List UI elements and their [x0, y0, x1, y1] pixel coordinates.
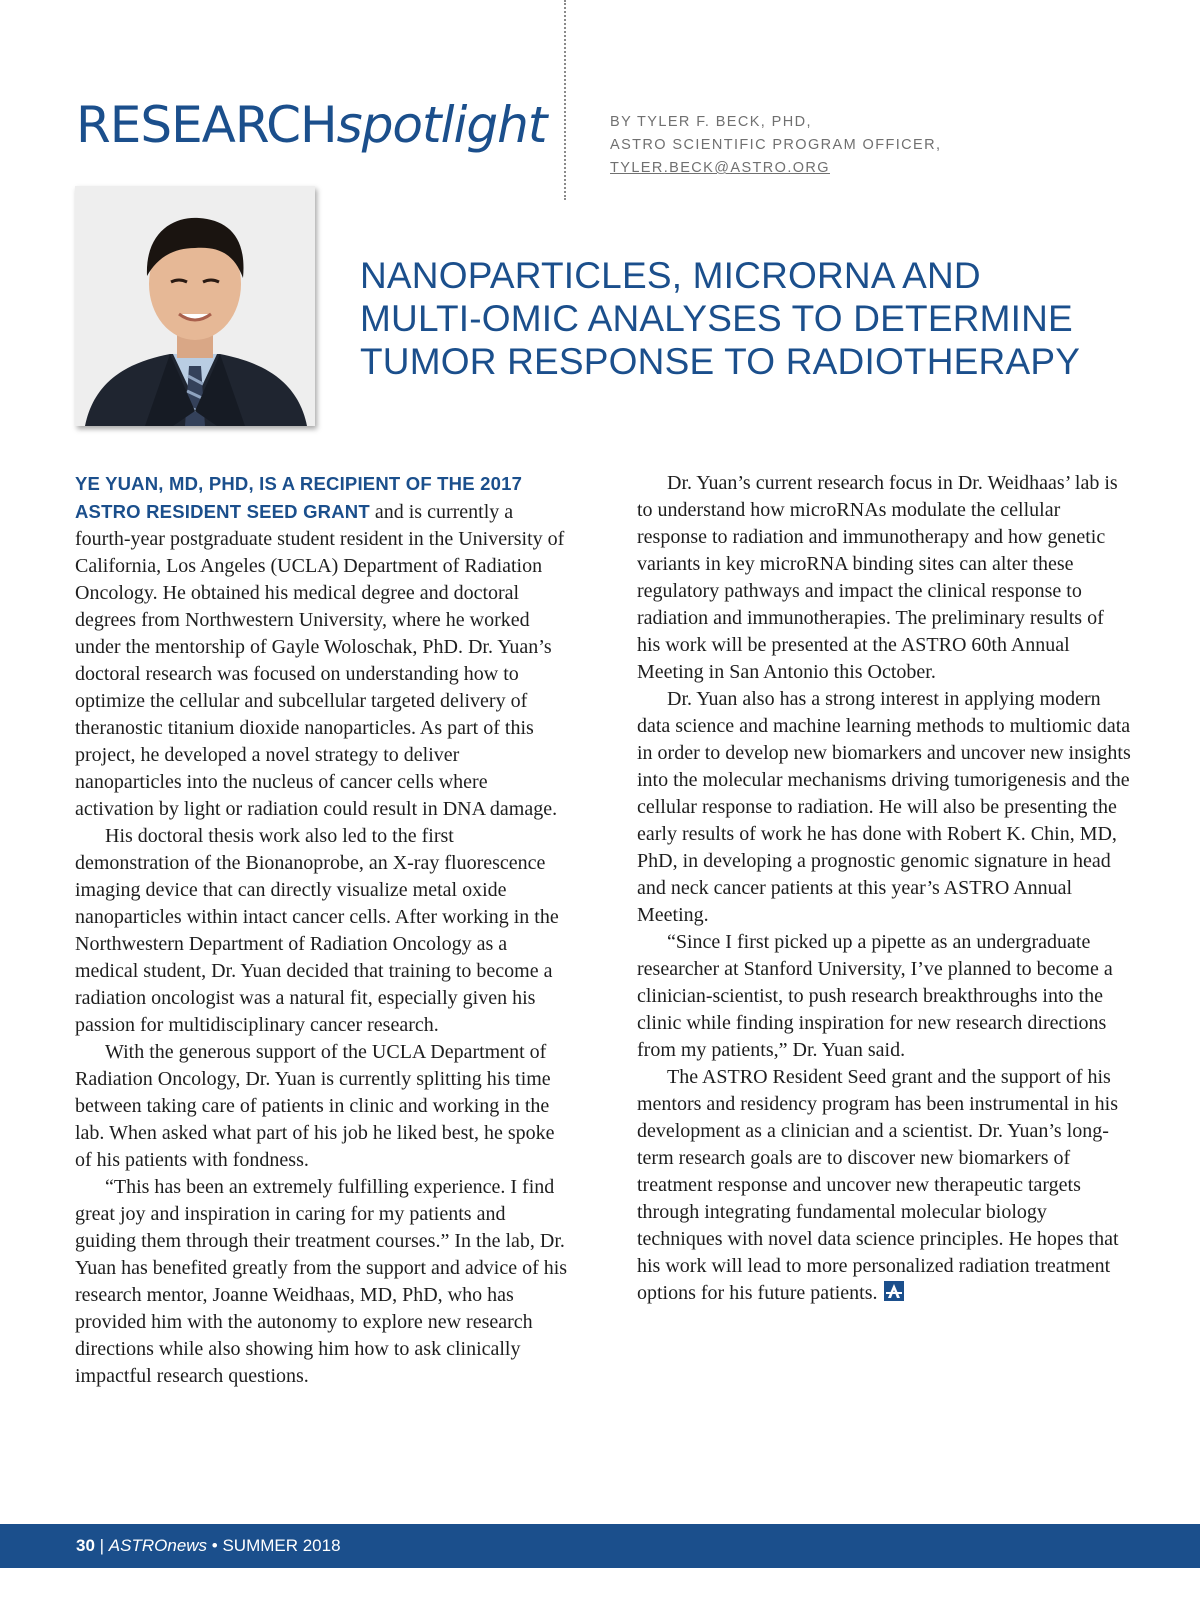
section-title-main: RESEARCH — [76, 96, 337, 154]
headline-line: NANOPARTICLES, MICRORNA AND — [360, 255, 981, 296]
publication-name: ASTROnews — [108, 1536, 208, 1555]
byline — [610, 111, 941, 180]
right-column — [637, 470, 1132, 1307]
final-paragraph — [637, 1064, 1132, 1307]
body-paragraph: His doctoral thesis work also led to the first demonstration of the Bionanoprobe, an X-ray fluorescence imaging device that can directly visualize metal oxide nanoparticles within intact cancer cells. After working in the Northwestern Department of Radiation Oncology as a medical student, Dr. Yuan decided that training to become a radiation oncologist was a natural fit, especially given his passion for multidisciplinary cancer research. — [75, 825, 559, 1036]
lead-body: and is currently a fourth-year postgraduate student resident in the University of California, Los Angeles (UCLA) Department of Radiation Oncology. He obtained his medical degree and doctoral degrees from Northwestern University, where he worked under the mentorship of Gayle Woloschak, PhD. Dr. Yuan’s doctoral research was focused on understanding how to optimize the cellular and subcellular targeted delivery of theranostic titanium dioxide nanoparticles. As part of this project, he developed a novel strategy to deliver nanoparticles into the nucleus of cancer cells where activation by light or radiation could result in DNA damage. — [75, 501, 565, 820]
portrait-illustration — [75, 186, 315, 426]
dotted-divider — [564, 0, 566, 200]
footer-bullet: • — [207, 1536, 223, 1555]
headline-line: MULTI-OMIC ANALYSES TO DETERMINE — [360, 298, 1073, 339]
lead-caps: YE YUAN, MD, PHD, IS A RECIPIENT OF THE 2017 ASTRO RESIDENT SEED GRANT — [75, 473, 523, 522]
page-number: 30 — [76, 1536, 95, 1555]
body-paragraph: “Since I first picked up a pipette as an undergraduate researcher at Stanford University, I’ve planned to become a clinician-scientist, to push research breakthroughs into the clinic while finding inspiration for new research directions from my patients,” Dr. Yuan said. — [637, 931, 1113, 1061]
author-email-link[interactable]: TYLER.BECK@ASTRO.ORG — [610, 160, 830, 176]
footer-separator: | — [94, 1536, 109, 1555]
issue-date: SUMMER 2018 — [222, 1536, 341, 1555]
article-headline — [360, 254, 1100, 383]
lead-paragraph — [75, 470, 570, 823]
final-paragraph-text: The ASTRO Resident Seed grant and the support of his mentors and residency program has been instrumental in his development as a clinician and a scientist. Dr. Yuan’s long-term research goals are to discover new biomarkers of treatment response and uncover new therapeutic targets through integrating fundamental molecular biology techniques with novel data science principles. He hopes that his work will lead to more personalized radiation treatment options for his future patients. — [637, 1066, 1119, 1304]
headline-line: TUMOR RESPONSE TO RADIOTHERAPY — [360, 341, 1081, 382]
body-paragraph: “This has been an extremely fulfilling experience. I find great joy and inspiration in caring for my patients and guiding them through their treatment courses.” In the lab, Dr. Yuan has benefited greatly from the support and advice of his research mentor, Joanne Weidhaas, MD, PhD, who has provided him with the autonomy to explore new research directions while also showing him how to ask clinically impactful research questions. — [75, 1176, 568, 1387]
body-paragraph: With the generous support of the UCLA Department of Radiation Oncology, Dr. Yuan is currently splitting his time between taking care of patients in clinic and working in the lab. When asked what part of his job he liked best, he spoke of his patients with fondness. — [75, 1041, 555, 1171]
body-paragraph: Dr. Yuan’s current research focus in Dr. Weidhaas’ lab is to understand how microRNAs modulate the cellular response to radiation and immunotherapy and how genetic variants in key microRNA binding sites can alter these regulatory pathways and impact the clinical response to radiation and immunotherapies. The preliminary results of his work will be presented at the ASTRO 60th Annual Meeting in San Antonio this October. — [637, 472, 1118, 683]
section-title — [76, 96, 547, 154]
astro-logo-icon — [884, 1281, 904, 1301]
page-footer — [0, 1524, 1200, 1568]
byline-author: BY TYLER F. BECK, PHD, — [610, 114, 812, 130]
portrait-photo — [75, 186, 315, 426]
byline-role: ASTRO SCIENTIFIC PROGRAM OFFICER, — [610, 137, 942, 153]
left-column — [75, 470, 570, 1390]
body-paragraph: Dr. Yuan also has a strong interest in applying modern data science and machine learning methods to multiomic data in order to develop new biomarkers and uncover new insights into the molecular mechanisms driving tumorigenesis and the cellular response to radiation. He will also be presenting the early results of work he has done with Robert K. Chin, MD, PhD, in developing a prognostic genomic signature in head and neck cancer patients at this year’s ASTRO Annual Meeting. — [637, 688, 1131, 926]
section-title-italic: spotlight — [336, 96, 547, 154]
